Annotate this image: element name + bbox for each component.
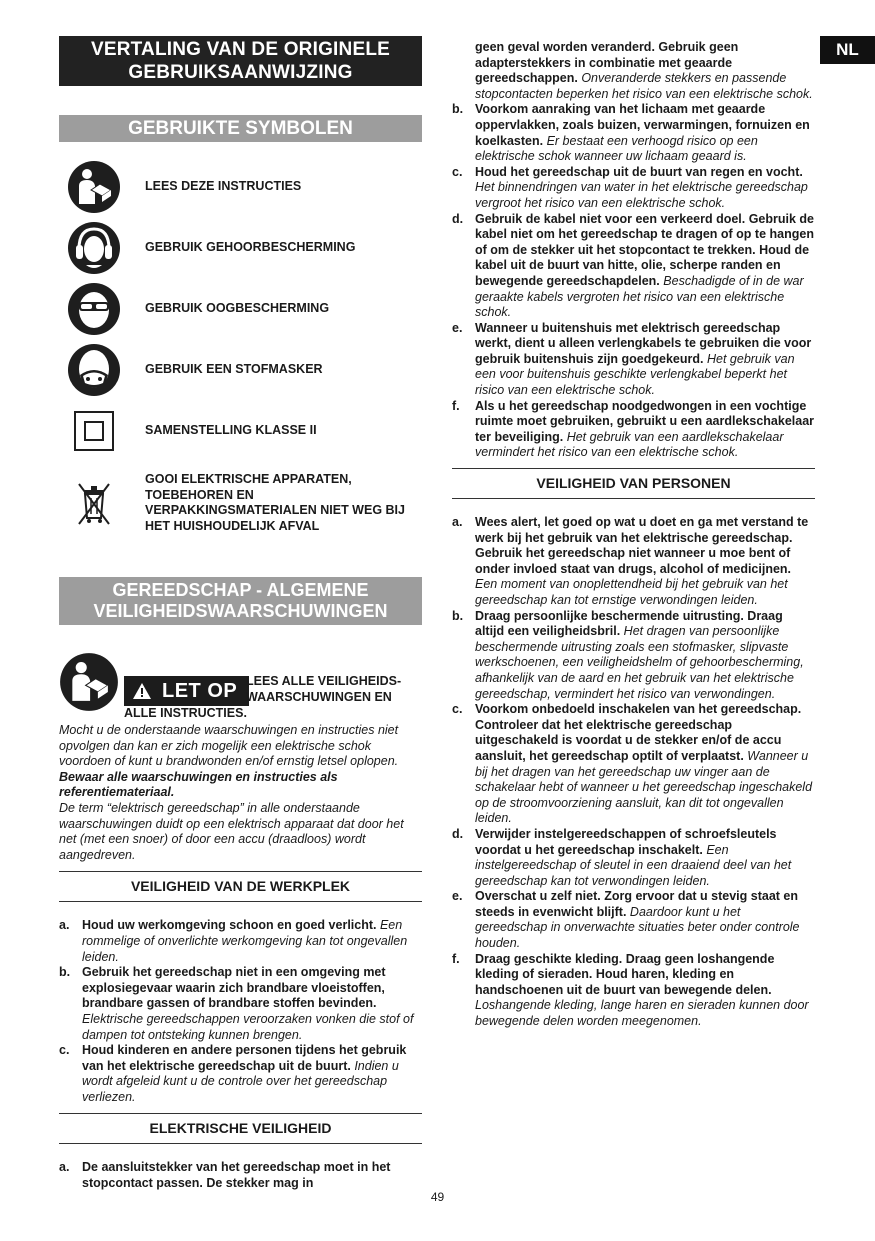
ear-protection-icon	[67, 221, 121, 275]
persons-heading: VEILIGHEID VAN PERSONEN	[452, 468, 815, 499]
warning-lead-line: ALLE INSTRUCTIES.	[124, 706, 247, 720]
symbol-row	[59, 404, 422, 458]
list-item: c. Houd het gereedschap uit de buurt van regen en vocht. Het binnendringen van water in het elektrische gereedschap vergroot het risico van een elektrische schok.	[452, 164, 808, 210]
list-item: c. Houd kinderen en andere personen tijdens het gebruik van het elektrische gereedschap uit de buurt. Indien u wordt afgeleid kunt u de controle over het gereedschap verliezen.	[59, 1043, 407, 1104]
symbols-heading: GEBRUIKTE SYMBOLEN	[59, 115, 422, 142]
list-item: c. Voorkom onbedoeld inschakelen van het gereedschap. Controleer dat het elektrische gereedschap uitgeschakeld is voordat u de stekker en/of de accu aansluit, het gereedschap optilt of verplaatst. Wanneer u bij het dragen van het gereedschap uw vinger aan de schakelaar hebt of wanneer u het gereedschap ingeschakeld op de stroomvoorziening aansluit, kan dit tot ongevallen leiden.	[452, 702, 813, 826]
page-number: 49	[430, 1190, 445, 1204]
warning-term: De term “elektrisch gereedschap” in alle onderstaande waarschuwingen duidt op een elektrisch apparaat dat door het net (met een snoer) of door een accu (draadloos) wordt aangedreven.	[59, 800, 404, 862]
list-item: d. Verwijder instelgereedschappen of schroefsleutels voordat u het gereedschap inschakelt. Een instelgereedschap of sleutel in een draaiend deel van het gereedschap kan tot verwondingen leiden.	[452, 826, 792, 888]
symbol-label: GEBRUIK GEHOORBESCHERMING	[145, 240, 356, 255]
class-ii-icon	[67, 404, 121, 458]
electric-list-cont	[452, 102, 815, 461]
warning-keep: Bewaar alle waarschuwingen en instructies als referentiemateriaal.	[59, 769, 338, 800]
workplace-heading: VEILIGHEID VAN DE WERKPLEK	[59, 871, 422, 902]
dust-mask-icon	[67, 343, 121, 397]
warning-intro: Mocht u de onderstaande waarschuwingen en instructies niet opvolgen dan kan er zich mogelijk een elektrische schok voordoen of kunt u brandwonden en/of ernstig letsel oplopen.	[59, 723, 399, 769]
language-tab: NL	[820, 36, 875, 64]
list-item: f. Draag geschikte kleding. Draag geen loshangende kleding of sieraden. Houd haren, kleding en handschoenen uit de buurt van bewegende delen. Loshangende kleding, lange haren en sieraden kunnen door bewegende delen worden meegenomen.	[452, 951, 809, 1029]
list-item: a. Wees alert, let goed op wat u doet en ga met verstand te werk bij het gebruik van het elektrische gereedschap. Gebruik het gereedschap niet wanneer u moe bent of onder invloed staat van drugs, alcohol of medicijnen. Een moment van onoplettendheid bij het gebruik van het gereedschap kan tot ernstige verwondingen leiden.	[452, 515, 809, 607]
symbol-row	[59, 472, 422, 534]
read-manual-icon	[59, 652, 119, 712]
electric-continuation: geen geval worden veranderd. Gebruik geen adapterstekkers in combinatie met geaarde gereedschappen. Onveranderde stekkers en passende stopcontacten beperken het risico van een elektrische schok.	[475, 40, 813, 101]
symbol-label: GEBRUIK EEN STOFMASKER	[145, 362, 323, 377]
warning-badge	[124, 676, 249, 706]
list-item: a. De aansluitstekker van het gereedschap moet in het stopcontact passen. De stekker mag in	[59, 1160, 391, 1191]
symbol-label: SAMENSTELLING KLASSE II	[145, 423, 317, 438]
list-item: e. Overschat u zelf niet. Zorg ervoor dat u stevig staat en steeds in evenwicht blijft. Daardoor kunt u het gereedschap in onverwachte situaties beter onder controle houden.	[452, 889, 800, 951]
warning-block	[59, 652, 422, 720]
left-column	[59, 36, 422, 1192]
electric-list	[59, 1160, 422, 1191]
warning-lead-line: LEES ALLE VEILIGHEIDS-	[246, 674, 402, 688]
symbol-label: GOOI ELEKTRISCHE APPARATEN, TOEBEHOREN EN VERPAKKINGSMATERIALEN NIET WEG BIJ HET HUISHOUDELIJK AFVAL	[145, 472, 405, 533]
warning-triangle-icon	[132, 682, 152, 700]
warning-body	[59, 723, 422, 863]
symbol-row	[59, 343, 422, 397]
electric-heading: ELEKTRISCHE VEILIGHEID	[59, 1113, 422, 1144]
read-manual-icon	[67, 160, 121, 214]
warning-lead-line: WAARSCHUWINGEN EN	[246, 689, 392, 704]
right-column	[452, 40, 815, 1030]
symbol-row	[59, 221, 422, 275]
symbol-label: LEES DEZE INSTRUCTIES	[145, 179, 302, 194]
workplace-list	[59, 918, 422, 1105]
symbol-row	[59, 282, 422, 336]
general-warnings-heading: GEREEDSCHAP - ALGEMENE VEILIGHEIDSWAARSCHUWINGEN	[59, 577, 422, 625]
list-item: e. Wanneer u buitenshuis met elektrisch gereedschap werkt, dient u alleen verlengkabels te gebruiken die voor gebruik buitenshuis zijn goedgekeurd. Het gebruik van een voor buitenshuis geschikte verlengkabel beperkt het risico van een elektrische schok.	[452, 320, 812, 398]
weee-bin-icon	[67, 476, 121, 530]
list-item: f. Als u het gereedschap noodgedwongen in een vochtige ruimte moet gebruiken, gebruikt u een aardlekschakelaar ter beveiliging. Het gebruik van een aardlekschakelaar vermindert het risico van een elektrische schok.	[452, 398, 815, 460]
list-item: b. Gebruik het gereedschap niet in een omgeving met explosiegevaar waarin zich brandbare vloeistoffen, brandbare gassen of brandbare stoffen bevinden. Elektrische gereedschappen veroorzaken vonken die stof of dampen tot ontsteking kunnen brengen.	[59, 965, 414, 1042]
list-item: b. Draag persoonlijke beschermende uitrusting. Draag altijd een veiligheidsbril. Het dragen van persoonlijke beschermende uitrusting zoals een stofmasker, slipvaste werkschoenen, een veiligheidshelm of gehoorbescherming, afhankelijk van de aard en het gebruik van het elektrische gereedschap, vermindert het risico van verwondingen.	[452, 608, 804, 701]
eye-protection-icon	[67, 282, 121, 336]
warning-badge-label: LET OP	[162, 679, 238, 702]
warning-lead	[246, 674, 401, 705]
document-title: VERTALING VAN DE ORIGINELE GEBRUIKSAANWIJZING	[59, 36, 422, 86]
list-item: d. Gebruik de kabel niet voor een verkeerd doel. Gebruik de kabel niet om het gereedschap te dragen of op te hangen of om de stekker uit het stopcontact te trekken. Houd de kabel uit de buurt van hitte, olie, scherpe randen en bewegende gereedschapdelen. Beschadigde of in de war geraakte kabels vergroten het risico van een elektrische schok.	[452, 211, 815, 320]
symbol-label: GEBRUIK OOGBESCHERMING	[145, 301, 330, 316]
symbols-list	[59, 142, 422, 572]
list-item: b. Voorkom aanraking van het lichaam met geaarde oppervlakken, zoals buizen, verwarmingen, fornuizen en koelkasten. Er bestaat een verhoogd risico op een elektrische schok wanneer uw lichaam geaard is.	[452, 102, 810, 164]
symbol-row	[59, 160, 422, 214]
list-item: a. Houd uw werkomgeving schoon en goed verlicht. Een rommelige of onverlichte werkomgeving kan tot ongevallen leiden.	[59, 918, 408, 964]
persons-list	[452, 515, 815, 1030]
